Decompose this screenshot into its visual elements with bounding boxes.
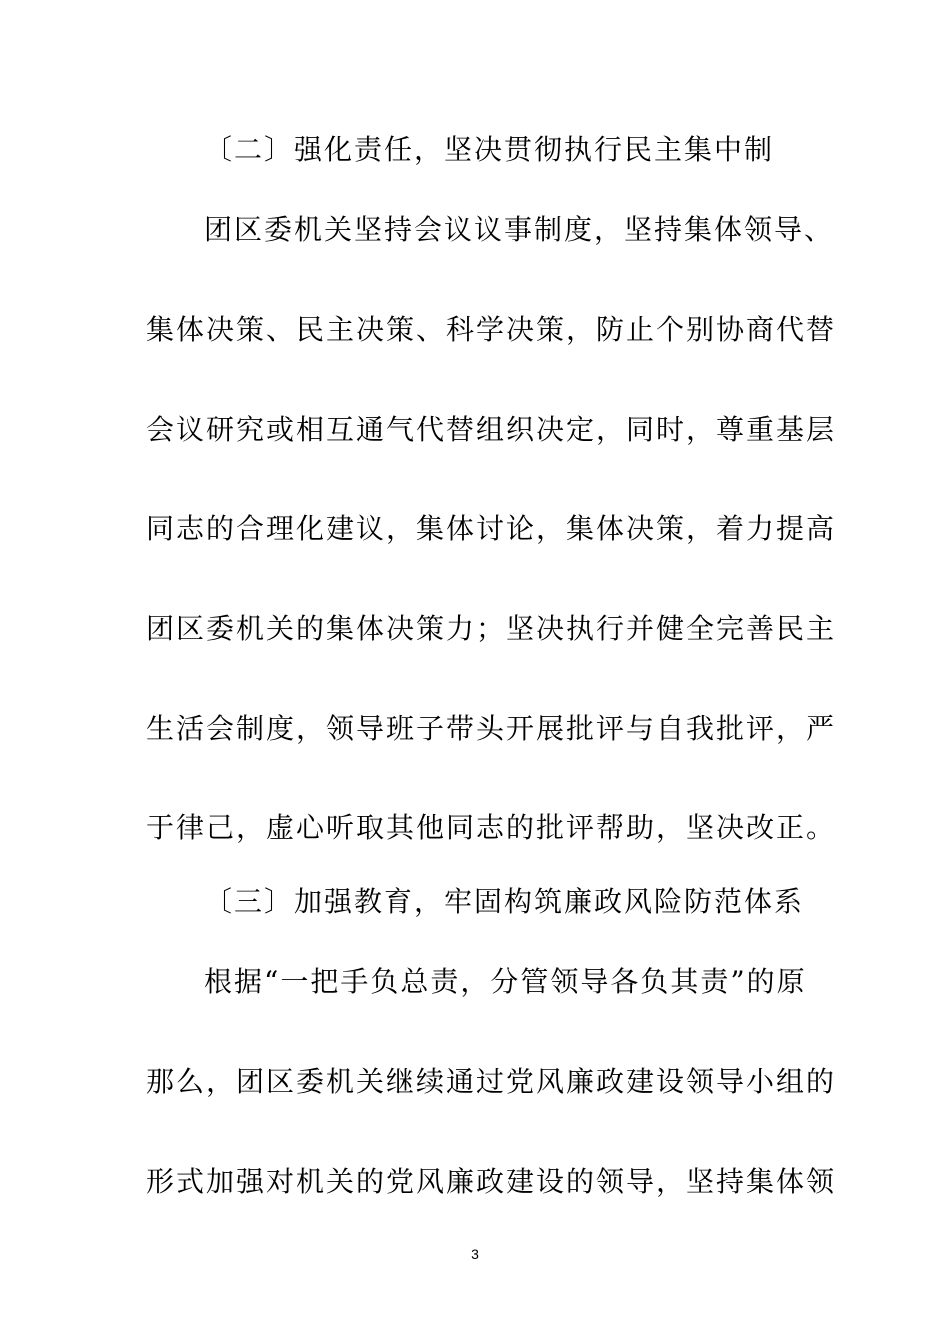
section-heading-2: 〔二〕强化责任，坚决贯彻执行民主集中制 — [204, 133, 775, 166]
page-number: 3 — [471, 1246, 479, 1262]
paragraph-line: 于律己，虚心听取其他同志的批评帮助，坚决改正。 — [146, 811, 837, 844]
paragraph-line: 团区委机关坚持会议议事制度，坚持集体领导、 — [204, 213, 835, 246]
section-heading-3: 〔三〕加强教育，牢固构筑廉政风险防范体系 — [204, 885, 805, 918]
paragraph-line: 根据“一把手负总责，分管领导各负其责”的原 — [204, 965, 807, 998]
paragraph-line: 集体决策、民主决策、科学决策，防止个别协商代替 — [146, 313, 837, 346]
paragraph-line: 同志的合理化建议，集体讨论，集体决策，着力提高 — [146, 512, 837, 545]
paragraph-line: 形式加强对机关的党风廉政建设的领导，坚持集体领 — [146, 1165, 837, 1198]
paragraph-line: 生活会制度，领导班子带头开展批评与自我批评，严 — [146, 712, 837, 745]
paragraph-line: 团区委机关的集体决策力；坚决执行并健全完善民主 — [146, 612, 837, 645]
paragraph-line: 那么，团区委机关继续通过党风廉政建设领导小组的 — [146, 1065, 837, 1098]
paragraph-line: 会议研究或相互通气代替组织决定，同时，尊重基层 — [146, 413, 837, 446]
